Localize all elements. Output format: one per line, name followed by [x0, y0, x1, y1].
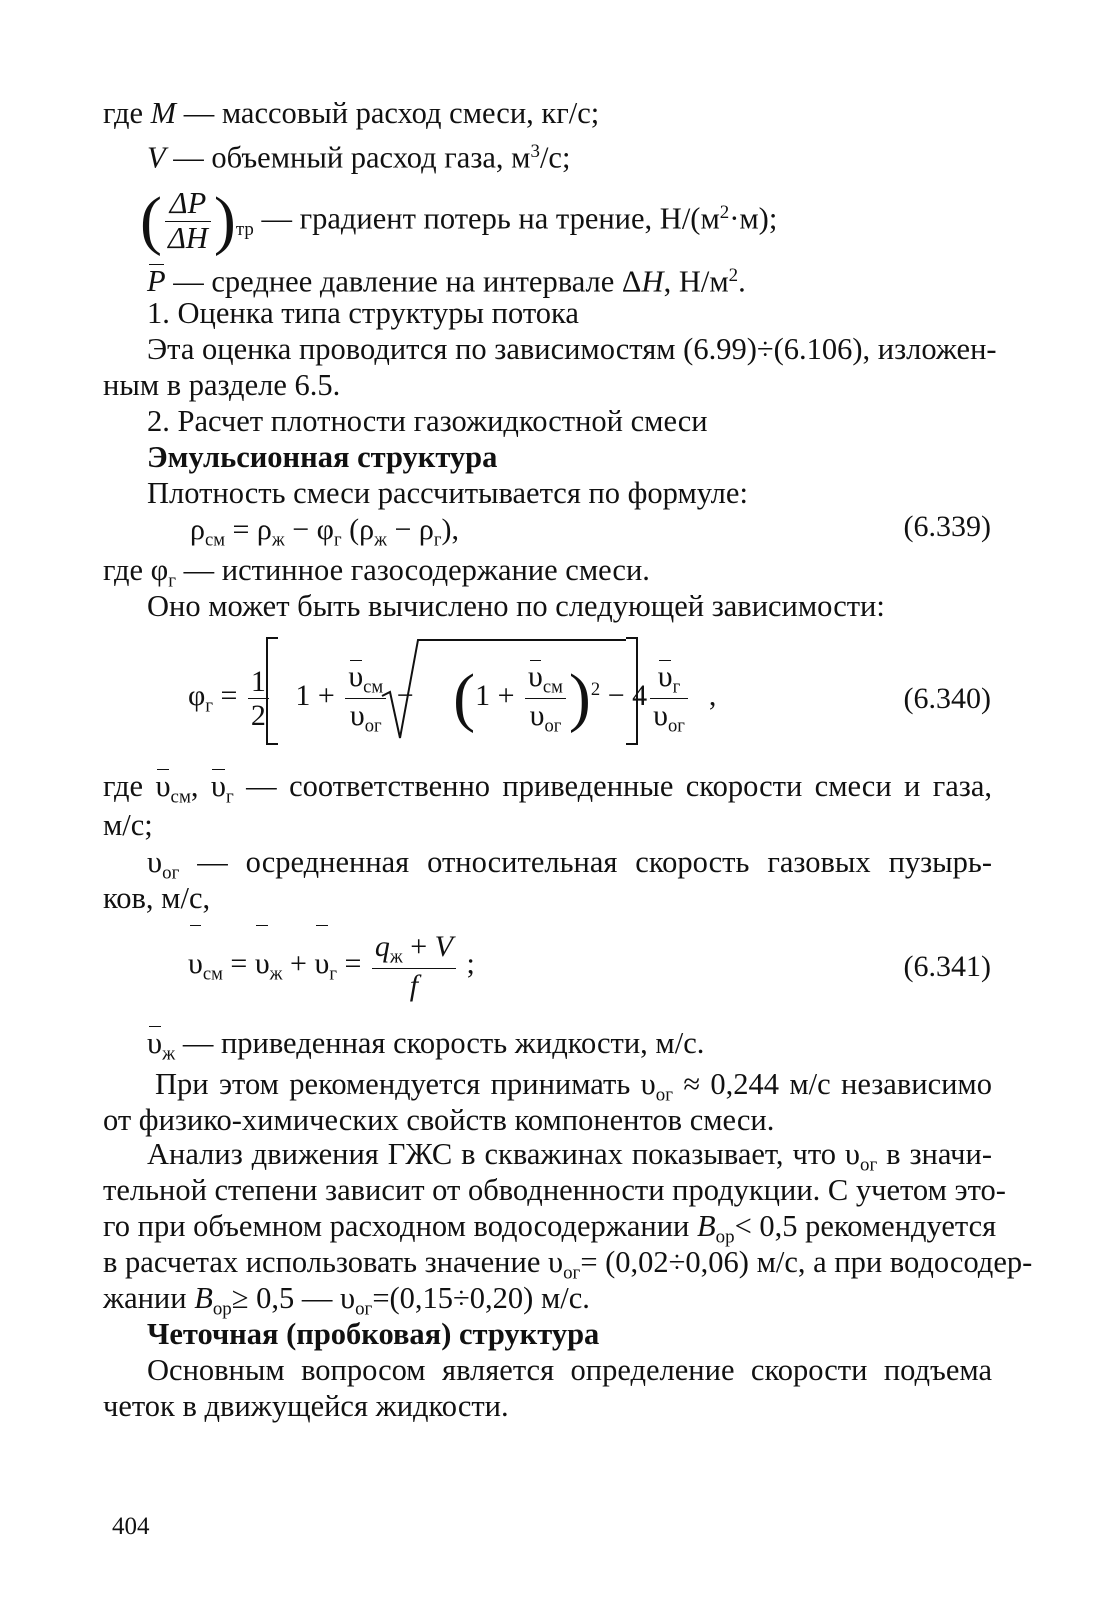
paragraph-line: Основным вопросом является определение скорости подъема	[147, 1353, 992, 1387]
subsection-heading: Четочная (пробковая) структура	[147, 1317, 600, 1351]
equation-6-340: $\varphi_г$ = $\frac{1}{2}$ 1 + $\frac{\upsilon_{см}}{\upsilon_{ог}}$ − (1 + $\frac{\upsilon_{см}}{\upsilon_{ог}}$ )$^2$ − 4 $\frac{\upsilon_г}{\upsilon_{ог}}$ ,	[188, 659, 717, 737]
paragraph-line: четок в движущейся жидкости.	[103, 1389, 509, 1423]
gradient-fraction: $\frac{\Delta P}{\Delta H}$	[165, 187, 211, 255]
paragraph-line: тельной степени зависит от обводненности продукции. С учетом это-	[103, 1173, 1006, 1207]
paragraph-line: в расчетах использовать значение $\upsilon_{ог}= (0,02\div 0,06)$ м/с, а при водосодер-	[103, 1245, 1033, 1284]
paragraph-line: $\upsilon_{ог}$ — осредненная относительная скорость газовых пузырь-	[147, 845, 992, 884]
paragraph-line: Плотность смеси рассчитывается по формуле:	[147, 476, 748, 510]
section-1-heading: 1. Оценка типа структуры потока	[147, 296, 579, 330]
page-number: 404	[112, 1513, 150, 1540]
paragraph-line: от физико-химических свойств компонентов смеси.	[103, 1103, 775, 1137]
paragraph-line: Оно может быть вычислено по следующей зависимости:	[147, 589, 885, 623]
paragraph-line: ков, м/с,	[103, 881, 211, 915]
paragraph-line: где $\varphi_г$ — истинное газосодержание смеси.	[103, 553, 650, 592]
paragraph-line: го при объемном расходном водосодержании $B_{ор}< 0,5$ рекомендуется	[103, 1209, 997, 1248]
def-volume-flow: V — объемный расход газа, $м^3/с$;	[147, 140, 571, 175]
equation-6-339: $\rho_{см} = \rho_ж - \varphi_г$ $(\rho_ж - \rho_г)$,	[190, 513, 459, 551]
paragraph-line: м/с;	[103, 808, 153, 842]
equation-number: (6.341)	[903, 950, 991, 983]
def-friction-gradient: ( $\frac{\Delta P}{\Delta H}$ )$_{тр}$ — градиент потерь на трение, $Н/(м^2\cdot м)$;	[140, 184, 778, 258]
subsection-heading: Эмульсионная структура	[147, 440, 498, 474]
def-mean-pressure: P — среднее давление на интервале ΔH, $Н/м^2$.	[147, 264, 746, 299]
paragraph-line: Анализ движения ГЖС в скважинах показывает, что $\upsilon_{ог}$ в значи-	[147, 1137, 992, 1176]
section-2-heading: 2. Расчет плотности газожидкостной смеси	[147, 404, 708, 438]
def-mass-flow: где M — массовый расход смеси, кг/с;	[103, 96, 600, 130]
equation-number: (6.340)	[903, 682, 991, 715]
equation-number: (6.339)	[903, 510, 991, 543]
paragraph-line: где $\upsilon_{см}$, $\upsilon_г$ — соответственно приведенные скорости смеси и газа,	[103, 769, 993, 808]
paragraph-line: При этом рекомендуется принимать $\upsilon_{ог} \approx 0,244$ м/с независимо	[155, 1067, 992, 1106]
equation-6-341: $\upsilon_{см} = \upsilon_ж + \upsilon_г$ = $\frac{q_ж + V}{f}$ ;	[188, 924, 475, 1015]
paragraph-line: Эта оценка проводится по зависимостям (6.99)÷(6.106), изложен-	[147, 332, 997, 366]
paragraph-line: ным в разделе 6.5.	[103, 368, 341, 402]
paragraph-line: жании $B_{ор}\ge 0,5$ — $\upsilon_{ог}=(0,15\div 0,20)$ м/с.	[103, 1281, 590, 1320]
paragraph-line: $\upsilon_ж$ — приведенная скорость жидкости, м/с.	[147, 1026, 705, 1065]
